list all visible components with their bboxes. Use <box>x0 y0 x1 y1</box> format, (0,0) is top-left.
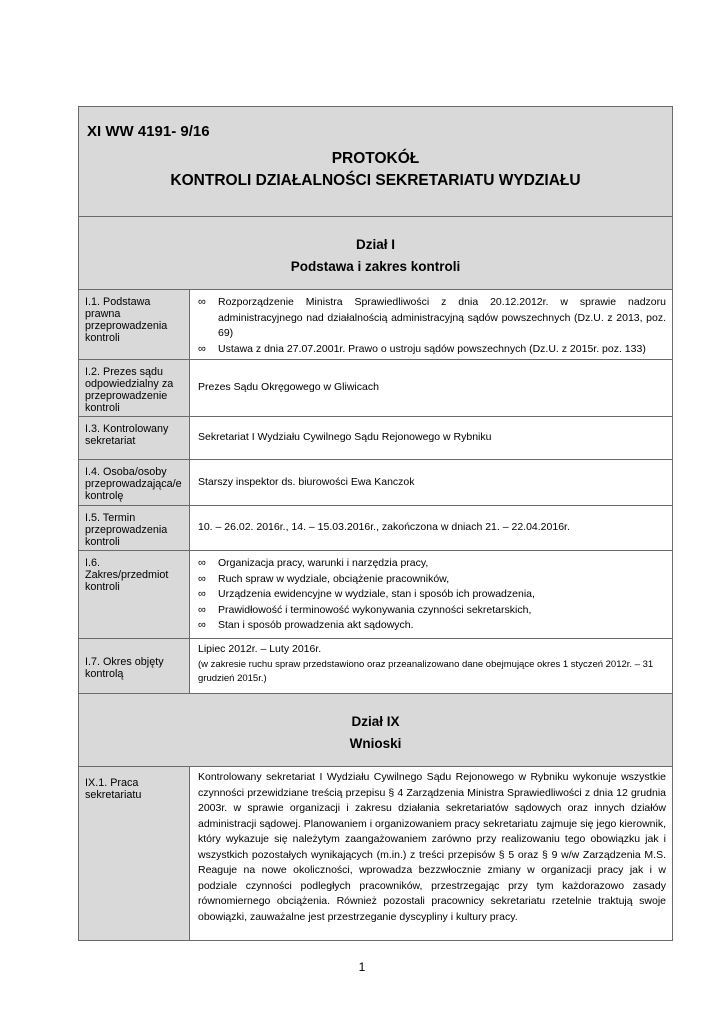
period-value: Lipiec 2012r. – Luty 2016r. <box>198 643 322 655</box>
table-row <box>79 639 673 694</box>
bullet-list <box>198 556 666 634</box>
row-value: Prezes Sądu Okręgowego w Gliwicach <box>190 360 673 417</box>
table-row <box>79 551 673 639</box>
list-item: ∞ Rozporządzenie Ministra Sprawiedliwości z dnia 20.12.2012r. w sprawie nadzoru administracyjnego nad działalnością administracyjną sądów powszechnych (Dz.U. z 2013, poz. 69) <box>198 296 666 339</box>
case-number: XI WW 4191- 9/16 <box>87 123 210 140</box>
list-item: ∞ Stan i sposób prowadzenia akt sądowych. <box>198 618 666 634</box>
bullet-icon: ∞ <box>198 619 206 631</box>
row-label: I.4. Osoba/osoby przeprowadzająca/e kontrolę <box>79 460 190 506</box>
section-title: Dział IX <box>351 714 400 729</box>
table-row <box>79 360 673 417</box>
conclusion-text: Kontrolowany sekretariat I Wydziału Cywilnego Sądu Rejonowego w Rybniku wykonuje wszystkie czynności przewidziane treścią przepisu § 4 Zarządzenia Ministra Sprawiedliwości z dnia 12 grudnia 2003r. w sprawie organizacji i zakresu działania sekretariatów sądowych oraz innych działów administracji sądowej. Planowaniem i organizowaniem pracy sekretariatu zajmuje się jego kierownik, który wykazuje się należytym zaangażowaniem zarówno przy realizowaniu tego obowiązku jak i wszystkich pozostałych wynikających (m.in.) z treści przepisów § 5 oraz § 9 w/w Zarządzenia M.S. Reaguje na nowe okoliczności, wprowadza bezzwłocznie zmiany w organizacji pracy jak i w podziale czynności podległych pracowników, przestrzegając przy tym każdorazowo zasady równomiernego obciążenia. Również pozostali pracownicy sekretariatu rzetelnie traktują swoje obowiązki, zauważalne jest przestrzeganie dyscypliny i kultury pracy. <box>190 767 673 941</box>
row-label: I.6. Zakres/przedmiot kontroli <box>79 551 190 639</box>
list-item: ∞ Ruch spraw w wydziale, obciążenie pracowników, <box>198 572 666 588</box>
section-subtitle: Wnioski <box>349 736 402 751</box>
section-row <box>79 217 673 290</box>
table-row <box>79 417 673 460</box>
row-value: Starszy inspektor ds. biurowości Ewa Kanczok <box>190 460 673 506</box>
bullet-icon: ∞ <box>198 557 206 569</box>
bullet-icon: ∞ <box>198 572 206 585</box>
row-value: Sekretariat I Wydziału Cywilnego Sądu Rejonowego w Rybniku <box>190 417 673 460</box>
page-number: 1 <box>358 960 366 974</box>
section-title: Dział I <box>355 237 395 252</box>
row-label: I.1. Podstawa prawna przeprowadzenia kontroli <box>79 290 190 360</box>
table-row <box>79 506 673 551</box>
bullet-icon: ∞ <box>198 342 206 355</box>
table-row <box>79 460 673 506</box>
bullet-icon: ∞ <box>198 296 206 308</box>
list-item: ∞ Organizacja pracy, warunki i narzędzia pracy, <box>198 556 666 572</box>
list-item: ∞ Prawidłowość i terminowość wykonywania czynności sekretarskich, <box>198 603 666 619</box>
period-note: (w zakresie ruchu spraw przedstawiono oraz przeanalizowano dane obejmujące okres 1 styczeń 2012r. – 31 grudzień 2015r.) <box>198 658 654 684</box>
header-cell <box>79 107 673 217</box>
document-subtitle: KONTROLI DZIAŁALNOŚCI SEKRETARIATU WYDZIAŁU <box>170 172 581 189</box>
row-label: I.5. Termin przeprowadzenia kontroli <box>79 506 190 551</box>
bullet-icon: ∞ <box>198 603 206 616</box>
row-label: I.7. Okres objęty kontrolą <box>79 639 190 694</box>
header-row <box>79 107 673 217</box>
list-item: ∞ Ustawa z dnia 27.07.2001r. Prawo o ustroju sądów powszechnych (Dz.U. z 2015r. poz. 133) <box>198 342 666 358</box>
row-value <box>190 290 673 360</box>
row-label: I.2. Prezes sądu odpowiedzialny za przeprowadzenie kontroli <box>79 360 190 417</box>
row-label: IX.1. Praca sekretariatu <box>79 767 190 941</box>
bullet-list <box>198 295 666 357</box>
row-value <box>190 639 673 694</box>
table-row <box>79 290 673 360</box>
table-row <box>79 767 673 941</box>
section-row <box>79 694 673 767</box>
row-value: 10. – 26.02. 2016r., 14. – 15.03.2016r., zakończona w dniach 21. – 22.04.2016r. <box>190 506 673 551</box>
protocol-table <box>78 106 673 941</box>
row-value <box>190 551 673 639</box>
bullet-icon: ∞ <box>198 588 206 600</box>
section-subtitle: Podstawa i zakres kontroli <box>290 259 461 274</box>
document-title: PROTOKÓŁ <box>331 150 420 167</box>
section-header <box>79 694 673 767</box>
section-header <box>79 217 673 290</box>
list-item: ∞ Urządzenia ewidencyjne w wydziale, stan i sposób ich prowadzenia, <box>198 587 666 603</box>
row-label: I.3. Kontrolowany sekretariat <box>79 417 190 460</box>
